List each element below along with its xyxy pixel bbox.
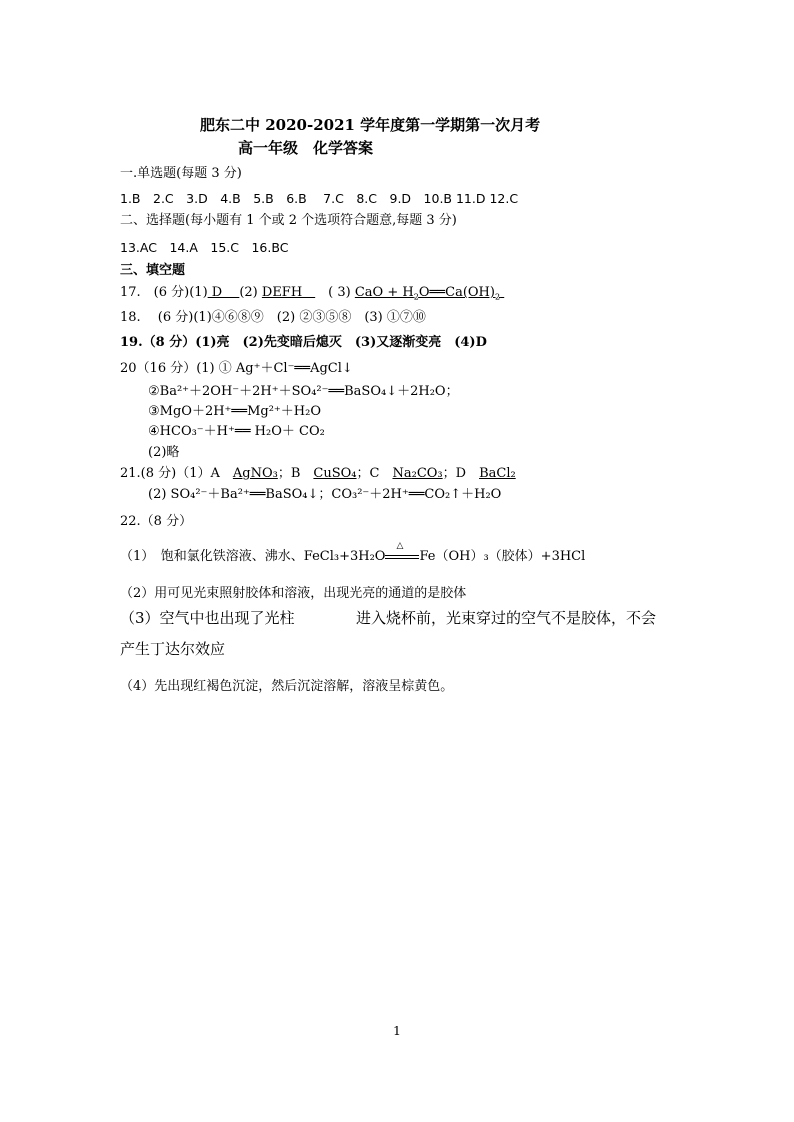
page-subtitle: 高一年级 化学答案 (238, 139, 374, 157)
question-22-head: 22.（8 分） (120, 514, 193, 529)
section-2-heading: 二、选择题(每小题有 1 个或 2 个选项符合题意,每题 3 分) (120, 213, 457, 228)
q17-answer-2: DEFH (261, 285, 316, 300)
section-1-heading: 一.单选题(每题 3 分) (120, 166, 242, 181)
q21-answer-d: BaCl₂ (479, 466, 516, 481)
question-20-line-2: ②Ba²⁺＋2OH⁻＋2H⁺＋SO₄²⁻══BaSO₄↓＋2H₂O； (148, 384, 459, 399)
section-2-answers: 13.AC 14.A 15.C 16.BC (120, 240, 289, 255)
question-18: 18. (6 分)(1)④⑥⑧⑨ (2) ②③⑤⑧ (3) ①⑦⑩ (120, 310, 426, 325)
question-20-line-5: (2)略 (148, 445, 180, 460)
q17-mid-2: ( 3) (315, 285, 355, 300)
page-title: 肥东二中 2020-2021 学年度第一学期第一次月考 (200, 116, 541, 134)
q17-prefix: 17. (6 分)(1) (120, 285, 208, 300)
q17-answer-3: CaO + $H_2O══Ca(OH)_2$ (354, 285, 501, 302)
q21-answer-b: CuSO₄ (313, 466, 357, 481)
question-21-head: 21.(8 分)（1）A AgNO₃；B CuSO₄；C Na₂CO₃；D BaCl₂ (120, 466, 516, 481)
question-17 (120, 285, 504, 302)
heat-triangle-icon: △ (396, 540, 404, 551)
question-20-line-3: ③MgO＋2H⁺══Mg²⁺＋H₂O (148, 404, 321, 419)
question-22-part-3b: 进入烧杯前，光束穿过的空气不是胶体，不会 (356, 609, 657, 627)
question-20-line-4: ④HCO₃⁻＋H⁺══ H₂O＋ CO₂ (148, 424, 325, 439)
q17-answer-1: D (207, 285, 240, 300)
heat-arrow (385, 540, 419, 563)
question-21-line-2: (2) SO₄²⁻＋Ba²⁺══BaSO₄↓；CO₃²⁻＋2H⁺══CO₂↑＋H₂O (148, 487, 502, 502)
question-20-head: 20（16 分）(1) ① Ag⁺＋Cl⁻══AgCl↓ (120, 361, 353, 376)
page-number: 1 (393, 1023, 401, 1038)
section-1-answers: 1.B 2.C 3.D 4.B 5.B 6.B 7.C 8.C 9.D 10.B 11.D 12.C (120, 191, 519, 206)
section-3-heading: 三、填空题 (120, 263, 186, 278)
question-22-part-3a: （3）空气中也出现了光柱 (120, 609, 295, 627)
question-22-part-3c: 产生丁达尔效应 (120, 640, 226, 658)
question-22-part-2: （2）用可见光束照射胶体和溶液，出现光亮的通道的是胶体 (120, 586, 467, 601)
q17-mid-1: (2) (239, 285, 262, 300)
question-22-part-1: （1） 饱和氯化铁溶液、沸水、FeCl₃+3H₂O △ Fe（OH）₃（胶体）+3HCl (120, 540, 586, 564)
question-19: 19.（8 分）(1)亮 (2)先变暗后熄灭 (3)又逐渐变亮 (4)D (120, 335, 487, 350)
q21-answer-c: Na₂CO₃ (392, 466, 443, 481)
q21-answer-a: AgNO₃ (232, 466, 278, 481)
question-22-part-4: （4）先出现红褐色沉淀，然后沉淀溶解，溶液呈棕黄色。 (120, 679, 454, 694)
